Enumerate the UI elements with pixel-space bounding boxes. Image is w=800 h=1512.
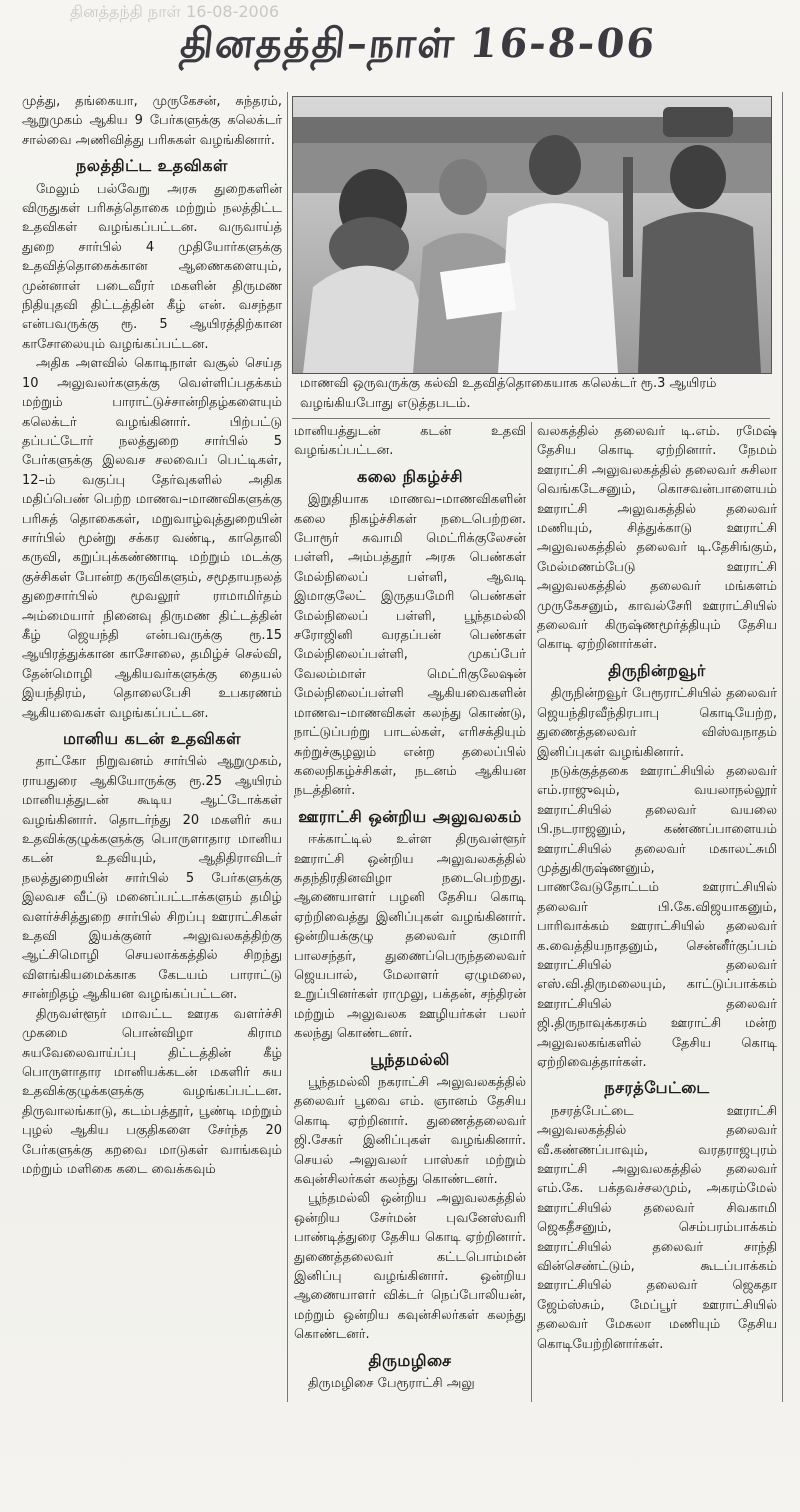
paragraph: மானியத்துடன் கடன் உதவி வழங்கப்பட்டன. bbox=[294, 424, 526, 459]
subheading: திருமழிசை bbox=[368, 1350, 452, 1370]
paragraph: முத்து, தங்கையா, முருகேசன், சுந்தரம், ஆறுமுகம் ஆகிய 9 பேர்களுக்கு கலெக்டர் சால்வை அணிவித்து பரிசுகள் வழங்கினார். bbox=[22, 94, 282, 148]
paragraph: பூந்தமல்லி நகராட்சி அலுவலகத்தில் தலைவர் பூவை எம். ஞானம் தேசிய கொடி ஏற்றினார். துணைத்தலைவர் ஜி.சேகர் இனிப்புகள் வழங்கினார். செயல் அலுவலர் பாஸ்கர் மற்றும் கவுன்சிலர்கள் கலந்து கொண்டனர். bbox=[294, 1075, 526, 1188]
column-rule bbox=[531, 422, 532, 1402]
paragraph: அதிக அளவில் கொடிநாள் வசூல் செய்த 10 அலுவலர்களுக்கு வெள்ளிப்பதக்கம் மற்றும் பாராட்டுச்சான்றிதழ்களையும் கலெக்டர் வழங்கினார். பிற்பட்டு தப்பட்டோர் நலத்துறை சார்பில் 5 பேர்களுக்கு இலவச சலவைப் பெட்டிகள், 12–ம் வகுப்பு தேர்வுகளில் அதிக மதிப்பெண் பெற்ற மாணவ–மாணவிகளுக்கு பரிசுத் தொகைகள், மறுவாழ்வுத்துறையின் சார்பில் மூன்று சக்கர வண்டி, காதொலி கருவி, கறுப்புக்கண்ணாடி மற்றும் மடக்கு குச்சிகள் போன்ற கருவிகளும், சமூதாயநலத் துறைசார்பில் மூவலூர் ராமாமிர்தம் அம்மையார் நினைவு திருமண திட்டத்தின் கீழ் ஜெயந்தி என்பவருக்கு ரூ.15 ஆயிரத்துக்கான காசோலை, தமிழ்ச் செல்வி, தேன்மொழி ஆகியவர்களுக்கு தையல் இயந்திரம், தொலைபேசி உபகரணம் ஆகியவைகள் வழங்கப்பட்டன. bbox=[22, 356, 282, 721]
article-column-2 bbox=[294, 422, 526, 1402]
masthead-handwritten bbox=[177, 20, 703, 80]
clipping-right-edge bbox=[782, 92, 783, 1402]
paragraph: மேலும் பல்வேறு அரசு துறைகளின் விருதுகள் பரிசுத்தொகை மற்றும் நலத்திட்ட உதவிகள் வழங்கப்பட்டன. வருவாய்த் துறை சார்பில் 4 முதியோர்களுக்கு உதவித்தொகைக்கான ஆணைகளையும், முன்னாள் படைவீரர் மகளின் திருமண நிதியுதவி திட்டத்தின் கீழ் என். வசந்தா என்பவருக்கு ரூ. 5 ஆயிரத்திற்கான காசோலையும் வழங்கப்பட்டன. bbox=[22, 181, 282, 352]
paper-name: தினதத்தி–நாள் bbox=[178, 20, 459, 67]
paragraph: திருவள்ளூர் மாவட்ட ஊரக வளர்ச்சி முகமை பொன்விழா கிராம சுயவேலைவாய்ப்பு திட்டத்தின் கீழ் பொருளாதார மானியக்கடன் மகளிர் சுய உதவிக்குழுக்களுக்கு வழங்கப்பட்டன. திருவாலங்காடு, கடம்பத்தூர், பூண்டி மற்றும் புழல் ஆகிய பகுதிகளை சேர்ந்த 20 பேர்களுக்கு கறவை மாடுகள் வாங்கவும் மற்றும் மளிகை கடை வைக்கவும் bbox=[22, 1006, 282, 1177]
paragraph: வலகத்தில் தலைவர் டி.எம். ரமேஷ் தேசிய கொடி ஏற்றினார். நேமம் ஊராட்சி அலுவலகத்தில் தலைவர் சுசிலா வெங்கடேசனும், கொசவன்பாளையம் ஊராட்சி அலுவகத்தில் தலைவர் மணியும், சித்துக்காடு ஊராட்சி அலுவலகத்தில் தலைவர் டி.தேசிங்கும், மேல்மணம்பேடு ஊராட்சி அலுவலகத்தில் தலைவர் மங்களம் முருகேசனும், காவல்சேரி ஊராட்சியில் தலைவர் கிருஷ்ணமூர்த்தியும் தேசிய கொடி ஏற்றினார்கள். bbox=[537, 424, 777, 653]
subheading: கலை நிகழ்ச்சி bbox=[357, 466, 463, 486]
paragraph: திருமழிசை பேரூராட்சி அலு bbox=[308, 1376, 475, 1392]
column-rule bbox=[287, 92, 288, 1402]
paragraph: திருநின்றவூர் பேரூராட்சியில் தலைவர் ஜெயந்திரவீந்திரபாபு கொடியேற்ற, துணைத்தலைவர் விஸ்வநாதம் இனிப்புகள் வழங்கினார். bbox=[537, 686, 777, 760]
paragraph: நடுக்குத்தகை ஊராட்சியில் தலைவர் எம்.ராஜுவும், வயலாநல்லூர் ஊராட்சியில் தலைவர் வயலை பி.நடராஜனும், கண்ணப்பாளையம் ஊராட்சியில் தலைவர் மகாலட்சுமி முத்துகிருஷ்ணனும், பாணவேடுதோட்டம் ஊராட்சியில் தலைவர் பி.கே.விஜயாகனும், பாரிவாக்கம் ஊராட்சியில் தலைவர் க.வைத்தியநாதனும், சென்னீர்குப்பம் ஊராட்சியில் தலைவர் எஸ்.வி.திருமலையும், காட்டுப்பாக்கம் ஊராட்சியில் தலைவர் ஜி.திருநாவுக்கரசும் ஊராட்சி மன்ற அலுவலகங்களில் தேசிய கொடி ஏற்றிவைத்தார்கள். bbox=[537, 763, 777, 1070]
paragraph: ஈக்காட்டில் உள்ள திருவள்ளூர் ஊராட்சி ஒன்றிய அலுவலகத்தில் சுதந்திரதினவிழா நடைபெற்றது. ஆணையாளர் பழனி தேசிய கொடி ஏற்றிவைத்து இனிப்புகள் வழங்கினார். ஒன்றியக்குழு தலைவர் குமாரி பாலசந்தர், துணைப்பெருந்தலைவர் ஜெயபால், மேலாளர் ஏழுமலை, உறுப்பினர்கள் ராமுலு, பக்தன், சந்திரன் மற்றும் அலுவலக ஊழியர்கள் பலர் கலந்து கொண்டனர். bbox=[294, 832, 526, 1042]
subheading: திருநின்றவூர் bbox=[608, 660, 706, 680]
paragraph: தாட்கோ நிறுவனம் சார்பில் ஆறுமுகம், ராயதுரை ஆகியோருக்கு ரூ.25 ஆயிரம் மானியத்துடன் கூடிய ஆட்டோக்கள் வழங்கினார். தொடர்ந்து 20 மகளிர் சுய உதவிக்குழுக்களுக்கு பொருளாதார மானிய கடன் உதவியும், ஆதிதிராவிடர் நலத்துறையின் சார்பில் 5 பேர்களுக்கு இலவச வீட்டு மனைப்பட்டாக்களும் தமிழ் வளர்ச்சித்துறை சார்பில் சிறப்பு ஊராட்சிகள் உதவி இயக்குனர் அலுவலகத்திற்கு ஆட்சிமொழி செயலாக்கத்தில் சிறந்து விளங்கியமைக்காக கேடயம் பாராட்டு சான்றிதழ் ஆகியன வழங்கப்பட்டன. bbox=[22, 754, 282, 1003]
paragraph: நசரத்பேட்டை ஊராட்சி அலுவலகத்தில் தலைவர் வீ.கண்ணப்பாவும், வரதராஜபுரம் ஊராட்சி அலுவலகத்தில் தலைவர் எம்.கே. பக்தவச்சலமும், அகரம்மேல் ஊராட்சியில் தலைவர் சிவகாமி ஜெகதீசனும், செம்பரம்பாக்கம் ஊராட்சியில் தலைவர் சாந்தி வின்செண்ட்டும், கூடப்பாக்கம் ஊராட்சியில் தலைவர் ஜெகதா ஜேம்ஸ்சும், மேப்பூர் ஊராட்சியில் தலைவர் மேகலா மணியும் தேசிய கொடியேற்றினார்கள். bbox=[537, 1103, 777, 1352]
subheading: ஊராட்சி ஒன்றிய அலுவலகம் bbox=[298, 806, 522, 826]
subheading: மானிய கடன் உதவிகள் bbox=[62, 729, 242, 748]
caption-rule bbox=[292, 418, 770, 419]
article-column-1 bbox=[22, 92, 282, 1397]
subheading: பூந்தமல்லி bbox=[370, 1049, 450, 1069]
article-column-3 bbox=[537, 422, 777, 1402]
paragraph: பூந்தமல்லி ஒன்றிய அலுவலகத்தில் ஒன்றிய சேர்மன் புவனேஸ்வரி பாண்டித்துரை தேசிய கொடி ஏற்றினார். துணைத்தலைவர் கட்டபொம்மன் இனிப்பு வழங்கினார். ஒன்றிய ஆணையாளர் விக்டர் நெப்போலியன், மற்றும் ஒன்றிய கவுன்சிலர்கள் கலந்து கொண்டனர். bbox=[294, 1191, 526, 1343]
subheading: நலத்திட்ட உதவிகள் bbox=[76, 156, 228, 176]
photo-illustration bbox=[293, 97, 771, 373]
event-photo bbox=[292, 96, 772, 374]
photo-caption: மாணவி ஒருவருக்கு கல்வி உதவித்தொகையாக கலெக்டர் ரூ.3 ஆயிரம் வழங்கியபோது எடுத்தபடம். bbox=[300, 376, 717, 411]
paragraph: இறுதியாக மாணவ–மாணவிகளின் கலை நிகழ்ச்சிகள் நடைபெற்றன. போரூர் சுவாமி மெட்ரிக்குலேசன் பள்ளி, அம்பத்தூர் அரசு பெண்கள் மேல்நிலைப் பள்ளி, ஆவடி இமாகுலேட் இருதயமேரி பெண்கள் மேல்நிலைப் பள்ளி, பூந்தமல்லி சரோஜினி வரதப்பன் பெண்கள் மேல்நிலைப்பள்ளி, முகப்பேர் வேலம்மாள் மெட்ரிகுலேஷன் மேல்நிலைப்பள்ளி ஆகியவைகளின் மாணவ–மாணவிகள் கலந்து கொண்டு, நாட்டுப்பற்று பாடல்கள், எரிசக்தியும் சுற்றுச்சூழலும் என்ற தலைப்பில் கலைநிகழ்ச்சிகள், நடனம் ஆகியன நடத்தினர். bbox=[294, 492, 526, 799]
faint-bleed-through-text: தினத்தந்தி நாள் 16-08-2006 bbox=[70, 2, 280, 21]
clipping-date: 16-8-06 bbox=[467, 20, 659, 67]
subheading: நசரத்பேட்டை bbox=[604, 1078, 710, 1098]
